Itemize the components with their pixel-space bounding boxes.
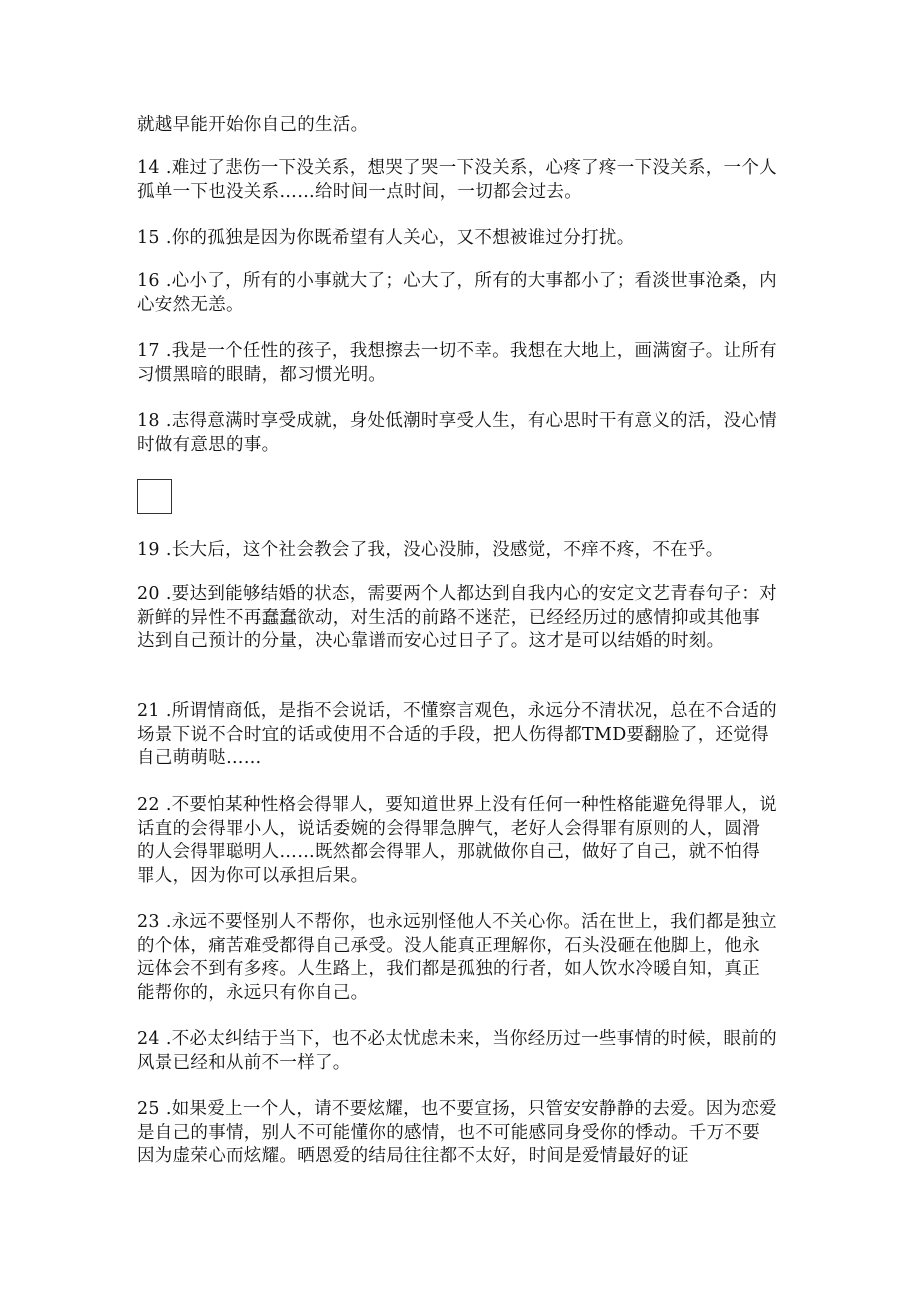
item-text: .长大后，这个社会教会了我，没心没肺，没感觉，不痒不疼，不在乎。 xyxy=(165,540,724,560)
list-item-22 xyxy=(137,794,777,888)
item-number: 21 xyxy=(137,701,160,721)
item-number: 25 xyxy=(137,1099,160,1119)
intro-tail-text: 就越早能开始你自己的生活。 xyxy=(137,115,369,135)
item-number: 18 xyxy=(137,411,160,431)
list-item-18 xyxy=(137,410,777,457)
list-item-17 xyxy=(137,340,777,387)
item-text: .难过了悲伤一下没关系，想哭了哭一下没关系，心疼了疼一下没关系，一个人孤单一下也没关系……给时间一点时间，一切都会过去。 xyxy=(137,158,777,202)
list-item-25 xyxy=(137,1098,777,1169)
item-text: .心小了，所有的小事就大了；心大了，所有的大事都小了；看淡世事沧桑，内心安然无恙。 xyxy=(137,271,777,315)
list-item-21 xyxy=(137,700,777,771)
item-number: 20 xyxy=(137,584,160,604)
item-text: .不必太纠结于当下，也不必太忧虑未来，当你经历过一些事情的时候，眼前的风景已经和从前不一样了。 xyxy=(137,1029,777,1073)
list-item-24 xyxy=(137,1028,777,1075)
list-item-15 xyxy=(137,227,777,251)
item-text: .所谓情商低，是指不会说话，不懂察言观色，永远分不清状况，总在不合适的场景下说不合时宜的话或使用不合适的手段，把人伤得都TMD要翻脸了，还觉得自己萌萌哒…… xyxy=(137,701,777,768)
empty-checkbox[interactable] xyxy=(137,479,172,514)
list-item-20 xyxy=(137,583,777,654)
item-text: .如果爱上一个人，请不要炫耀，也不要宣扬，只管安安静静的去爱。因为恋爱是自己的事情，别人不可能懂你的感情，也不可能感同身受你的悸动。千万不要因为虚荣心而炫耀。晒恩爱的结局往往都不太好，时间是爱情最好的证 xyxy=(137,1099,777,1166)
item-number: 16 xyxy=(137,271,160,291)
item-number: 23 xyxy=(137,912,160,932)
item-number: 24 xyxy=(137,1029,160,1049)
item-text: .你的孤独是因为你既希望有人关心，又不想被谁过分打扰。 xyxy=(165,228,635,248)
item-text: .永远不要怪别人不帮你，也永远别怪他人不关心你。活在世上，我们都是独立的个体，痛苦难受都得自己承受。没人能真正理解你，石头没砸在他脚上，他永远体会不到有多疼。人生路上，我们都是孤独的行者，如人饮水冷暖自知，真正能帮你的，永远只有你自己。 xyxy=(137,912,777,1003)
item-number: 15 xyxy=(137,228,160,248)
list-item-19 xyxy=(137,539,777,563)
item-number: 22 xyxy=(137,795,160,815)
item-text: .不要怕某种性格会得罪人，要知道世界上没有任何一种性格能避免得罪人，说话直的会得罪小人，说话委婉的会得罪急脾气，老好人会得罪有原则的人，圆滑的人会得罪聪明人……既然都会得罪人，那就做你自己，做好了自己，就不怕得罪人，因为你可以承担后果。 xyxy=(137,795,777,886)
list-item-23 xyxy=(137,911,777,1005)
item-text: .我是一个任性的孩子，我想擦去一切不幸。我想在大地上，画满窗子。让所有习惯黑暗的眼睛，都习惯光明。 xyxy=(137,341,777,385)
item-number: 19 xyxy=(137,540,160,560)
item-number: 14 xyxy=(137,158,160,178)
list-item-14 xyxy=(137,157,777,204)
intro-tail-paragraph xyxy=(137,114,777,138)
list-item-16 xyxy=(137,270,777,317)
item-number: 17 xyxy=(137,341,160,361)
item-text: .志得意满时享受成就，身处低潮时享受人生，有心思时干有意义的活，没心情时做有意思的事。 xyxy=(137,411,777,455)
item-text: .要达到能够结婚的状态，需要两个人都达到自我内心的安定文艺青春句子：对新鲜的异性不再蠢蠢欲动，对生活的前路不迷茫，已经经历过的感情抑或其他事达到自己预计的分量，决心靠谱而安心过日子了。这才是可以结婚的时刻。 xyxy=(137,584,777,651)
